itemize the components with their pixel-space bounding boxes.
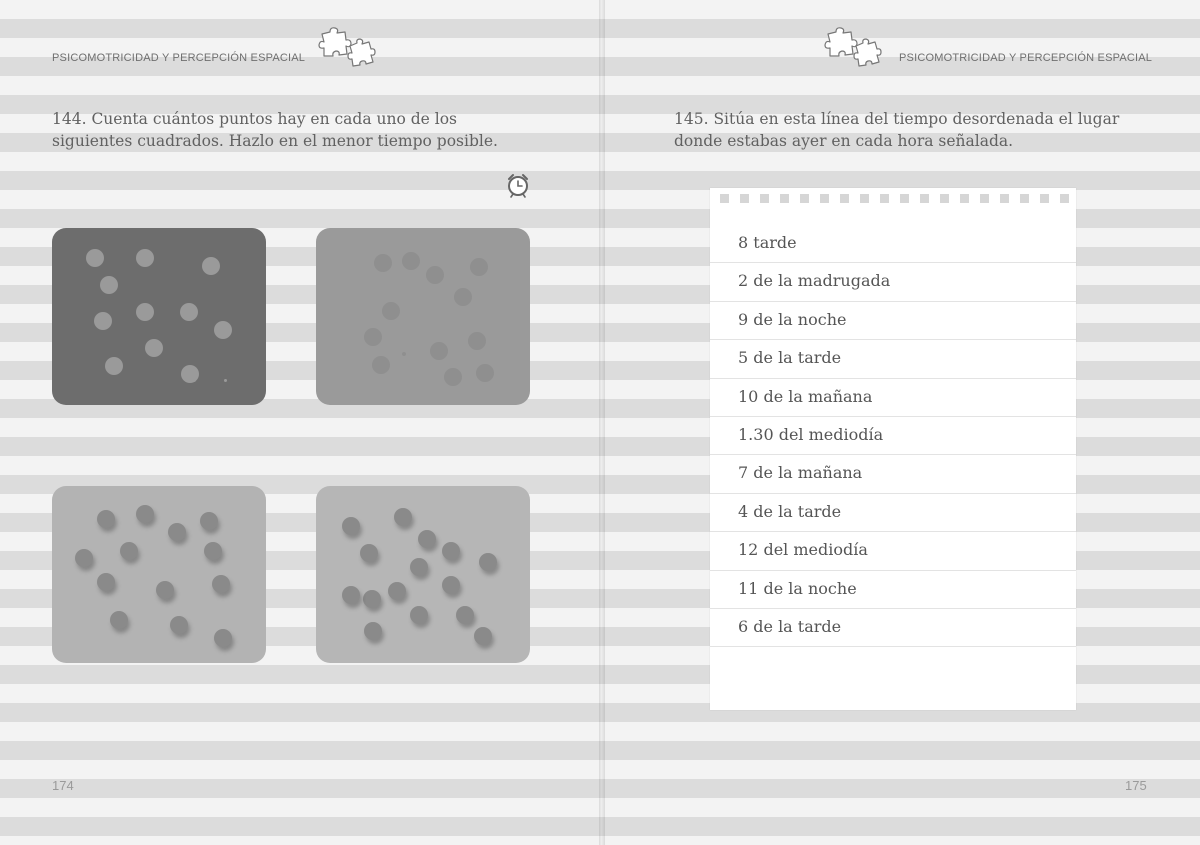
dot	[110, 611, 128, 629]
dot	[374, 254, 392, 272]
right-page	[603, 0, 1200, 845]
perforation-hole	[1040, 194, 1049, 203]
puzzle-pieces-icon	[822, 24, 886, 68]
dot	[214, 629, 232, 647]
dot	[372, 356, 390, 374]
running-head: PSICOMOTRICIDAD Y PERCEPCIÓN ESPACIAL	[52, 52, 306, 64]
dot	[100, 276, 118, 294]
dot	[156, 581, 174, 599]
perforation-hole	[1060, 194, 1069, 203]
dot	[204, 542, 222, 560]
perforation-hole	[720, 194, 729, 203]
perforation-hole	[860, 194, 869, 203]
page-number: 174	[52, 778, 74, 793]
dot	[97, 573, 115, 591]
timeline-item: 12 del mediodía	[710, 532, 1076, 570]
dot	[442, 542, 460, 560]
dot	[360, 544, 378, 562]
dot-square-top-right	[316, 228, 530, 405]
dot	[136, 249, 154, 267]
dot-square-bottom-right	[316, 486, 530, 663]
timeline-item: 11 de la noche	[710, 571, 1076, 609]
dot	[97, 510, 115, 528]
perforation-hole	[880, 194, 889, 203]
dot	[410, 606, 428, 624]
dot	[479, 553, 497, 571]
dot	[410, 558, 428, 576]
dot	[202, 257, 220, 275]
exercise-line: 145. Sitúa en esta línea del tiempo desordenada el lugar	[674, 110, 1120, 128]
dot	[181, 365, 199, 383]
dot	[454, 288, 472, 306]
dot	[470, 258, 488, 276]
dot	[394, 508, 412, 526]
perforation-hole	[760, 194, 769, 203]
dot	[402, 252, 420, 270]
dot	[418, 530, 436, 548]
notepad-perforation	[710, 192, 1076, 204]
timeline-item: 1.30 del mediodía	[710, 417, 1076, 455]
dot	[444, 368, 462, 386]
exercise-145-instructions	[674, 108, 1119, 152]
dot	[168, 523, 186, 541]
timeline-item: 4 de la tarde	[710, 494, 1076, 532]
perforation-hole	[800, 194, 809, 203]
dot	[442, 576, 460, 594]
dot	[388, 582, 406, 600]
timeline-item: 9 de la noche	[710, 302, 1076, 340]
dot	[476, 364, 494, 382]
notepad	[710, 188, 1076, 710]
running-head: PSICOMOTRICIDAD Y PERCEPCIÓN ESPACIAL	[899, 52, 1153, 64]
timeline-item: 5 de la tarde	[710, 340, 1076, 378]
dot	[200, 512, 218, 530]
dot	[363, 590, 381, 608]
perforation-hole	[900, 194, 909, 203]
exercise-line: donde estabas ayer en cada hora señalada.	[674, 132, 1014, 150]
perforation-hole	[780, 194, 789, 203]
dot	[364, 328, 382, 346]
dot	[214, 321, 232, 339]
dot	[342, 517, 360, 535]
dot	[105, 357, 123, 375]
dot	[474, 627, 492, 645]
perforation-hole	[1000, 194, 1009, 203]
exercise-144-instructions	[52, 108, 498, 152]
dot	[430, 342, 448, 360]
perforation-hole	[940, 194, 949, 203]
timeline-item: 10 de la mañana	[710, 379, 1076, 417]
dot	[382, 302, 400, 320]
dot	[86, 249, 104, 267]
dot	[180, 303, 198, 321]
dot	[75, 549, 93, 567]
perforation-hole	[920, 194, 929, 203]
dot-square-top-left	[52, 228, 266, 405]
perforation-hole	[740, 194, 749, 203]
timeline-item: 8 tarde	[710, 225, 1076, 263]
alarm-clock-icon	[505, 172, 531, 198]
puzzle-pieces-icon	[316, 24, 380, 68]
perforation-hole	[980, 194, 989, 203]
perforation-hole	[960, 194, 969, 203]
exercise-line: 144. Cuenta cuántos puntos hay en cada uno de los	[52, 110, 457, 128]
perforation-hole	[840, 194, 849, 203]
dot	[426, 266, 444, 284]
page-number: 175	[1125, 778, 1147, 793]
dot	[145, 339, 163, 357]
dot	[342, 586, 360, 604]
dot	[224, 379, 227, 382]
dot	[136, 505, 154, 523]
dot	[136, 303, 154, 321]
dot	[192, 378, 196, 382]
timeline-item: 6 de la tarde	[710, 609, 1076, 647]
perforation-hole	[1020, 194, 1029, 203]
timeline-item: 2 de la madrugada	[710, 263, 1076, 301]
dot	[170, 616, 188, 634]
exercise-line: siguientes cuadrados. Hazlo en el menor tiempo posible.	[52, 132, 498, 150]
dot	[120, 542, 138, 560]
dot	[468, 332, 486, 350]
perforation-hole	[820, 194, 829, 203]
dot	[94, 312, 112, 330]
dot	[456, 606, 474, 624]
timeline-list	[710, 225, 1076, 647]
dot	[212, 575, 230, 593]
dot-square-bottom-left	[52, 486, 266, 663]
timeline-item: 7 de la mañana	[710, 455, 1076, 493]
dot	[402, 352, 406, 356]
dot	[364, 622, 382, 640]
